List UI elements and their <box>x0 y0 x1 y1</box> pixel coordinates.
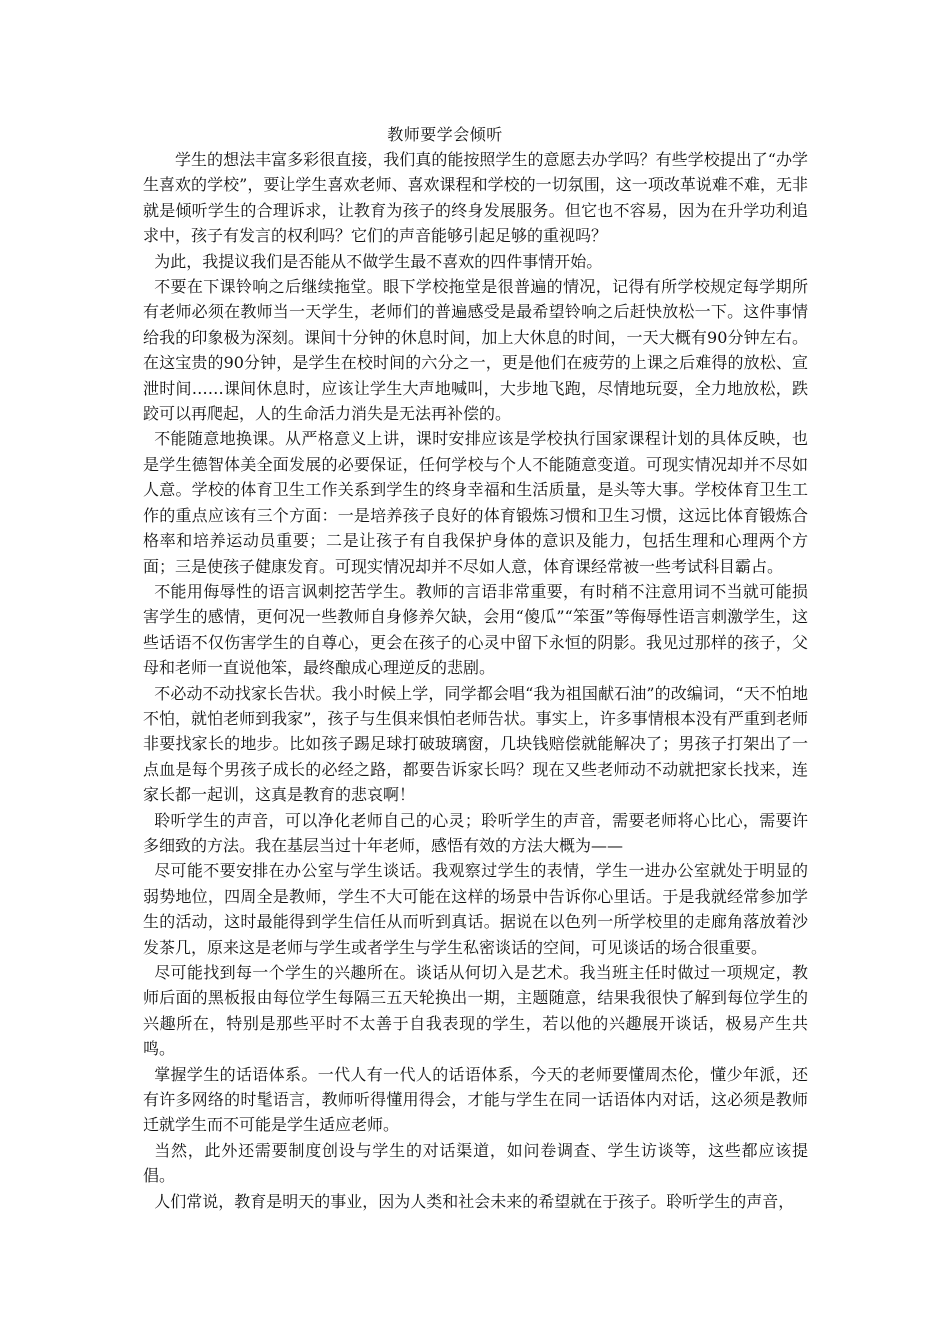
paragraph-listening-methods: 聆听学生的声音，可以净化老师自己的心灵；聆听学生的声音，需要老师将心比心，需要许多细致的方法。我在基层当过十年老师，感悟有效的方法大概为—— <box>143 810 808 855</box>
paragraph-no-overtime: 不要在下课铃响之后继续拖堂。眼下学校拖堂是很普遍的情况，记得有所学校规定每学期所有老师必须在教师当一天学生，老师们的普遍感受是最希望铃响之后赶快放松一下。这件事情给我的印象极为深刻。课间十分钟的休息时间，加上大休息的时间，一天大概有90分钟左右。在这宝贵的90分钟，是学生在校时间的六分之一，更是他们在疲劳的上课之后难得的放松、宣泄时间……课间休息时，应该让学生大声地喊叫，大步地飞跑，尽情地玩耍，全力地放松，跌跤可以再爬起，人的生命活力消失是无法再补偿的。 <box>143 277 808 424</box>
paragraph-conclusion: 人们常说，教育是明天的事业，因为人类和社会未来的希望就在于孩子。聆听学生的声音， <box>154 1191 795 1211</box>
paragraph-no-parent-complaints: 不必动不动找家长告状。我小时候上学，同学都会唱“我为祖国献石油”的改编词，“天不怕地不怕，就怕老师到我家”，孩子与生俱来惧怕老师告状。事实上，许多事情根本没有严重到老师非要找家长的地步。比如孩子踢足球打破玻璃窗，几块钱赔偿就能解决了；男孩子打架出了一点血是每个男孩子成长的必经之路，都要告诉家长吗？现在又些老师动不动就把家长找来，连家长都一起训，这真是教育的悲哀啊！ <box>143 683 808 805</box>
paragraph-student-language: 掌握学生的话语体系。一代人有一代人的话语体系，今天的老师要懂周杰伦，懂少年派，还有许多网络的时髦语言，教师听得懂用得会，才能与学生在同一话语体内对话，这必须是教师迁就学生而不可能是学生适应老师。 <box>143 1064 808 1135</box>
paragraph-no-class-swap: 不能随意地换课。从严格意义上讲，课时安排应该是学校执行国家课程计划的具体反映，也是学生德智体美全面发展的必要保证，任何学校与个人不能随意变道。可现实情况却并不尽如人意。学校的体育卫生工作关系到学生的终身幸福和生活质量，是头等大事。学校体育卫生工作的重点应该有三个方面：一是培养孩子良好的体育锻炼习惯和卫生习惯，这远比体育锻炼合格率和培养运动员重要；二是让孩子有自我保护身体的意识及能力，包括生理和心理两个方面；三是使孩子健康发育。可现实情况却并不尽如人意，体育课经常被一些考试科目霸占。 <box>143 429 808 576</box>
paragraph-not-in-office: 尽可能不要安排在办公室与学生谈话。我观察过学生的表情，学生一进办公室就处于明显的弱势地位，四周全是教师，学生不大可能在这样的场景中告诉你心里话。于是我就经常参加学生的活动，这时最能得到学生信任从而听到真话。据说在以色列一所学校里的走廊角落放着沙发茶几，原来这是老师与学生或者学生与学生私密谈话的空间，可见谈话的场合很重要。 <box>143 861 808 957</box>
document-title: 教师要学会倾听 <box>387 125 503 144</box>
paragraph-find-interests: 尽可能找到每一个学生的兴趣所在。谈话从何切入是艺术。我当班主任时做过一项规定，教师后面的黑板报由每位学生每隔三五天轮换出一期，主题随意，结果我很快了解到每位学生的兴趣所在，特别是那些平时不太善于自我表现的学生，若以他的兴趣展开谈话，极易产生共鸣。 <box>143 963 808 1059</box>
paragraph-proposal: 为此，我提议我们是否能从不做学生最不喜欢的四件事情开始。 <box>154 251 603 271</box>
document-body <box>143 147 808 1214</box>
paragraph-intro: 学生的想法丰富多彩很直接，我们真的能按照学生的意愿去办学吗？有些学校提出了“办学生喜欢的学校”，要让学生喜欢老师、喜欢课程和学校的一切氛围，这一项改革说难不难，无非就是倾听学生的合理诉求，让教育为孩子的终身发展服务。但它也不容易，因为在升学功利追求中，孩子有发言的权利吗？它们的声音能够引起足够的重视吗？ <box>143 150 808 246</box>
paragraph-no-insults: 不能用侮辱性的语言讽刺挖苦学生。教师的言语非常重要，有时稍不注意用词不当就可能损害学生的感情，更何况一些教师自身修养欠缺，会用“傻瓜”“笨蛋”等侮辱性语言刺激学生，这些话语不仅伤害学生的自尊心，更会在孩子的心灵中留下永恒的阴影。我见过那样的孩子，父母和老师一直说他笨，最终酿成心理逆反的悲剧。 <box>143 581 808 678</box>
paragraph-dialogue-channels: 当然，此外还需要制度创设与学生的对话渠道，如问卷调查、学生访谈等，这些都应该提倡。 <box>143 1140 808 1186</box>
